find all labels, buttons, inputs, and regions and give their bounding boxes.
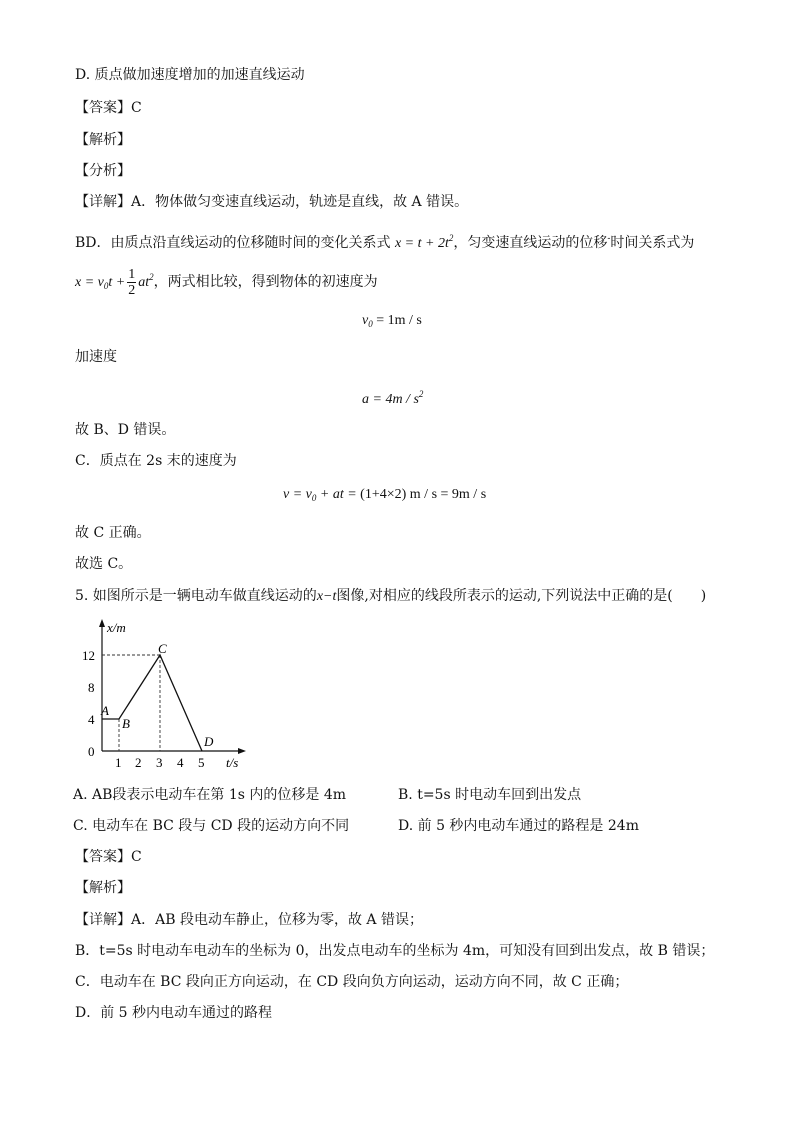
q4-analysis-heading: 【解析】 [75, 132, 131, 148]
q4-c-correct: 故 C 正确。 [75, 525, 151, 541]
q4-detail-a: 【详解】A．物体做匀变速直线运动，轨迹是直线，故 A 错误。 [75, 194, 469, 210]
q4-half-fraction: $\frac{1}{2}$ [128, 267, 136, 299]
q4-bd-conclusion: 故 B、D 错误。 [75, 422, 176, 438]
q4-a-equation: $a = 4m / s^2$ [362, 389, 424, 407]
point-label-a: A [101, 703, 109, 718]
point-label-b: B [122, 716, 130, 731]
q4-option-d: D. 质点做加速度增加的加速直线运动 [75, 67, 305, 83]
y-tick-8: 8 [88, 680, 95, 695]
q5-stem-xt: x−t [316, 589, 337, 604]
q4-c-line: C．质点在 2s 末的速度为 [75, 453, 237, 469]
q4-displacement-formula: $x = v_0t$ + $\frac{1}{2}$ $at^2$ [75, 267, 154, 299]
q5-option-b: B. t=5s 时电动车回到出发点 [398, 787, 582, 803]
q4-v-equation: $v = v_0$ + at = (1+4×2) m / s = 9m / s [283, 487, 487, 503]
x-tick-4: 4 [177, 755, 184, 770]
q4-formula-line [75, 262, 378, 301]
point-label-d: D [204, 734, 214, 749]
q4-formula-lhs: x = v [75, 275, 104, 290]
q5-detail-a: 【详解】A．AB 段电动车静止，位移为零，故 A 错误； [75, 912, 423, 928]
q5-stem-suffix: 图像,对相应的线段所表示的运动,下列说法中正确的是( ) [336, 588, 707, 604]
q4-formula-suffix: ，两式相比较，得到物体的初速度为 [153, 274, 378, 290]
y-tick-0: 0 [88, 744, 95, 759]
x-axis-label: t/s [226, 755, 239, 770]
q4-bd-equation-text: x = t + 2t [394, 236, 449, 251]
x-tick-1: 1 [115, 755, 122, 770]
q5-stem-prefix: 5. 如图所示是一辆电动车做直线运动的 [75, 588, 317, 604]
q4-bd-suffix: ，匀变速直线运动的位移 [453, 235, 608, 251]
q5-option-d: D. 前 5 秒内电动车通过的路程是 24m [398, 818, 639, 834]
q4-a-value: a = 4m / s [362, 392, 419, 407]
q5-option-c: C. 电动车在 BC 段与 CD 段的运动方向不同 [73, 818, 350, 834]
xt-line [102, 655, 202, 751]
q4-fenxi-heading: 【分析】 [75, 163, 131, 179]
q5-answer: 【答案】C [75, 849, 142, 865]
x-tick-2: 2 [135, 755, 142, 770]
x-tick-5: 5 [198, 755, 205, 770]
q4-bd-line: BD．由质点沿直线运动的位移随时间的变化关系式 $x = t + 2t^2$，匀变速直线运动的位移-时间关系式为 [75, 233, 695, 251]
x-axis-arrow [238, 748, 246, 754]
q4-v-value: (1+4×2) m / s = 9m / s [360, 487, 487, 502]
y-axis-arrow [99, 619, 105, 627]
q5-option-a: A. AB段表示电动车在第 1s 内的位移是 4m [73, 787, 347, 803]
y-tick-4: 4 [88, 712, 95, 727]
q4-bd-equation: $x = t + 2t^2$ [394, 233, 454, 251]
x-tick-3: 3 [156, 755, 163, 770]
q4-choose: 故选 C。 [75, 556, 133, 572]
q5-detail-d: D．前 5 秒内电动车通过的路程 [75, 1005, 273, 1021]
point-label-c: C [158, 641, 167, 656]
q4-answer: 【答案】C [75, 100, 142, 116]
q4-v0-equation: $v_0 = 1m / s$ [362, 313, 422, 329]
y-tick-12: 12 [82, 648, 95, 663]
q5-analysis-heading: 【解析】 [75, 880, 131, 896]
q4-bd-suffix2: 时间关系式为 [610, 235, 695, 251]
q4-accel-label: 加速度 [75, 349, 117, 365]
xt-graph [80, 615, 255, 775]
q5-stem [75, 587, 706, 606]
q5-detail-c: C．电动车在 BC 段向正方向运动，在 CD 段向负方向运动，运动方向不同，故 C 正确； [75, 974, 629, 990]
q4-v0-value: = 1m / s [376, 313, 422, 328]
y-axis-label: x/m [107, 620, 126, 635]
q4-bd-prefix: BD．由质点沿直线运动的位移随时间的变化关系式 [75, 235, 391, 251]
q5-detail-b: B．t=5s 时电动车电动车的坐标为 0，出发点电动车的坐标为 4m，可知没有回到出发点，故 B 错误； [75, 943, 715, 959]
